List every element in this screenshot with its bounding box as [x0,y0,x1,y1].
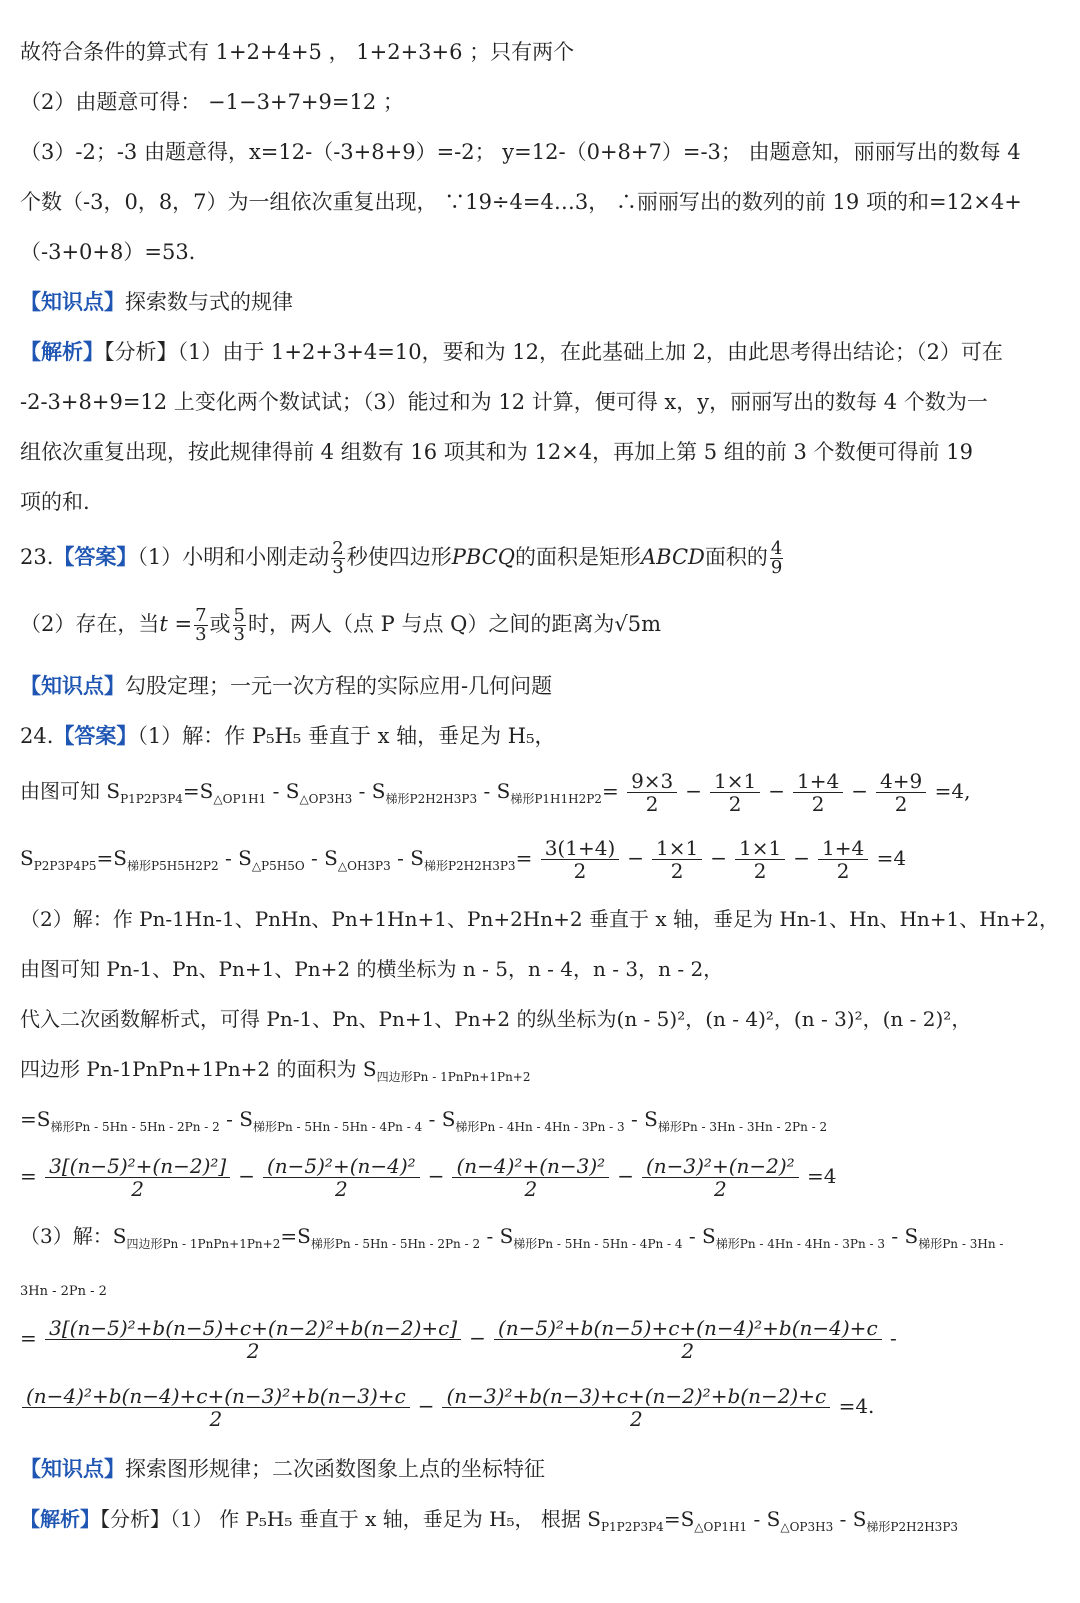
question-number: 24. [20,724,54,748]
answer-tag: 【答案】 [53,544,138,569]
text-line: 组依次重复出现，按此规律得前 4 组数有 16 项其和为 12×4，再加上第 5 组的前 3 个数便可得前 19 [20,440,973,464]
formula-line: 四边形 Pn-1PnPn+1Pn+2 的面积为 $S_{四边形Pn - 1PnPn+1Pn+2}$ [20,1057,531,1084]
answer-23-line-1 [20,540,1060,577]
text: 秒使四边形 [346,545,452,569]
text: ABCD [640,545,705,569]
text: （1）小明和小刚走动 [137,545,330,569]
fraction: $\frac{\text{(n−3)²+(n−2)²}}{2}$ [642,1155,799,1200]
analysis-sub-tag: 【分析】 [104,340,178,364]
fraction: $\frac{\text{3[(n−5)²+(n−2)²]}}{2}$ [45,1155,230,1200]
knowledge-point-line [20,672,1060,700]
fraction: $\frac{4}{9}$ [770,538,783,578]
text: t = [159,612,193,636]
text-line: 3Hn - 2Pn - 2 [20,1284,107,1299]
fraction: $\frac{\text{3[(n−5)²+b(n−5)+c+(n−2)²+b(n−2)+c]}}{2}$ [45,1317,461,1362]
knowledge-point-tag: 【知识点】 [20,673,125,698]
text-line: （-3+0+8）=53. [20,240,196,264]
text: 面积的 [704,545,768,569]
formula-line: = $\frac{\text{3[(n−5)²+(n−2)²]}}{2}$ − $\frac{\text{(n−5)²+(n−4)²}}{2}$ − $\frac{\text{(n−4)²+(n−3)²}}{2}$ − $\frac{\text{(n−3)²+(n−2)²}}{2}$ =4 [20,1154,837,1201]
answer-24-line [20,722,1060,750]
fraction: $\frac{4+9}{2}$ [876,770,926,815]
formula-line: $\frac{\text{(n−4)²+b(n−4)+c+(n−3)²+b(n−3)+c}}{2}$ − $\frac{\text{(n−3)²+b(n−3)+c+(n−2)²+b(n−2)+c}}{2}$ =4. [20,1385,1060,1430]
text: 探索图形规律；二次函数图象上点的坐标特征 [125,1457,545,1481]
text-line: 个数（-3，0，8，7）为一组依次重复出现， ∵19÷4=4…3， ∴丽丽写出的数列的前 19 项的和=12×4+ [20,190,1022,214]
fraction: $\frac{1+4}{2}$ [818,837,868,882]
fraction: $\frac{\text{(n−5)²+(n−4)²}}{2}$ [263,1155,420,1200]
text-line: （2）解：作 Pn-1Hn-1、PnHn、Pn+1Hn+1、Pn+2Hn+2 垂直于 x 轴，垂足为 Hn-1、Hn、Hn+1、Hn+2， [20,907,1060,931]
fraction: $\frac{1\times 1}{2}$ [652,837,702,882]
fraction: $\frac{7}{3}$ [195,605,207,645]
analysis-tag: 【解析】 [20,339,104,364]
text: 的面积是矩形 [514,545,641,569]
text: 时，两人（点 P 与点 Q）之间的距离为√5m [248,612,662,636]
text: （1）解：作 P₅H₅ 垂直于 x 轴，垂足为 H₅， [137,724,556,748]
formula-line: $S_{P2P3P4P5}=S_{梯形P5H5H2P2} - S_{\triangle P5H5O} - S_{\triangle OH3P3} - S_{梯形P2H2H3P3}=$ $\frac{3(1+4)}{2}$ − $\frac{1\times 1}{2}$ − $\frac{1\times 1}{2}$ − $\frac{1+4}{2}$ =4 [20,836,907,883]
text-line: （3）-2；-3 由题意得，x=12-（-3+8+9）=-2； y=12-（0+8+7）=-3； 由题意知，丽丽写出的数每 4 [20,140,1021,164]
text: （1）由于 1+2+3+4=10，要和为 12，在此基础上加 2，由此思考得出结论；（2）可在 [177,340,1003,364]
fraction: $\frac{\text{(n−3)²+b(n−3)+c+(n−2)²+b(n−2)+c}}{2}$ [442,1385,830,1430]
formula-line: $=S_{梯形Pn - 5Hn - 5Hn - 2Pn - 2} - S_{梯形Pn - 5Hn - 5Hn - 4Pn - 4} - S_{梯形Pn - 4Hn - 4Hn - 3Pn - 3} - S_{梯形Pn - 3Hn - 3Hn - 2Pn - 2}$ [20,1107,828,1134]
analysis-line: 【解析】【分析】（1） 作 P₅H₅ 垂直于 x 轴，垂足为 H₅， 根据 $S_{P1P2P3P4}=S_{\triangle OP1H1} - S_{\triangle OP3H3} - S_{梯形P2H2H3P3}$ [20,1507,959,1534]
question-number: 23. [20,545,54,569]
fraction: $\frac{1\times 1}{2}$ [735,837,785,882]
knowledge-point-tag: 【知识点】 [20,1456,125,1481]
answer-23-line-2 [20,607,1060,644]
text-line: （2）由题意可得： −1−3+7+9=12 ； [20,90,404,114]
analysis-sub-tag: 【分析】 [100,1507,170,1531]
formula-line: = $\frac{\text{3[(n−5)²+b(n−5)+c+(n−2)²+b(n−2)+c]}}{2}$ − $\frac{\text{(n−5)²+b(n−5)+c+(n−4)²+b(n−4)+c}}{2}$ - [20,1316,897,1363]
fraction: $\frac{\text{(n−5)²+b(n−5)+c+(n−4)²+b(n−4)+c}}{2}$ [494,1317,882,1362]
text-line: 代入二次函数解析式，可得 Pn-1、Pn、Pn+1、Pn+2 的纵坐标为(n - 5)²，(n - 4)²，(n - 3)²，(n - 2)²， [20,1007,972,1031]
text-line: 故符合条件的算式有 1+2+4+5 ， 1+2+3+6 ；只有两个 [20,40,575,64]
text: 勾股定理；一元一次方程的实际应用-几何问题 [125,674,553,698]
fraction: $\frac{2}{3}$ [332,538,344,578]
text-line: 项的和. [20,490,90,514]
fraction: $\frac{1\times 1}{2}$ [710,770,760,815]
knowledge-point-line [20,288,1060,316]
answer-tag: 【答案】 [53,723,138,748]
knowledge-point-line [20,1455,1060,1483]
fraction: $\frac{9\times 3}{2}$ [627,770,677,815]
fraction: $\frac{\text{(n−4)²+(n−3)²}}{2}$ [452,1155,609,1200]
text: 或 [209,612,231,636]
text: （2）存在，当 [20,612,160,636]
fraction: $\frac{\text{(n−4)²+b(n−4)+c+(n−3)²+b(n−3)+c}}{2}$ [22,1385,410,1430]
formula-line: 由图可知 $S_{P1P2P3P4}=S_{\triangle OP1H1} - S_{\triangle OP3H3} - S_{梯形P2H2H3P3} - S_{梯形P1H1H2P2}=$ $\frac{9\times 3}{2}$ − $\frac{1\times 1}{2}$ − $\frac{1+4}{2}$ − $\frac{4+9}{2}$ =4, [20,769,971,816]
fraction: $\frac{1+4}{2}$ [793,770,843,815]
text-line: -2-3+8+9=12 上变化两个数试试；（3）能过和为 12 计算，便可得 x，y，丽丽写出的数每 4 个数为一 [20,390,988,414]
text: PBCQ [451,545,515,569]
formula-line: （3）解：$S_{四边形Pn - 1PnPn+1Pn+2}=S_{梯形Pn - 5Hn - 5Hn - 2Pn - 2} - S_{梯形Pn - 5Hn - 5Hn - 4Pn - 4} - S_{梯形Pn - 4Hn - 4Hn - 3Pn - 3} - S_{梯形Pn - 3Hn -}$ [20,1224,1004,1251]
fraction: $\frac{5}{3}$ [233,605,245,645]
fraction: $\frac{3(1+4)}{2}$ [541,837,620,882]
knowledge-point-tag: 【知识点】 [20,289,125,314]
text-line: 由图可知 Pn-1、Pn、Pn+1、Pn+2 的横坐标为 n - 5，n - 4，n - 3，n - 2， [20,957,724,981]
analysis-tag: 【解析】 [20,1507,100,1531]
text: 探索数与式的规律 [125,290,293,314]
analysis-line [20,338,1060,366]
